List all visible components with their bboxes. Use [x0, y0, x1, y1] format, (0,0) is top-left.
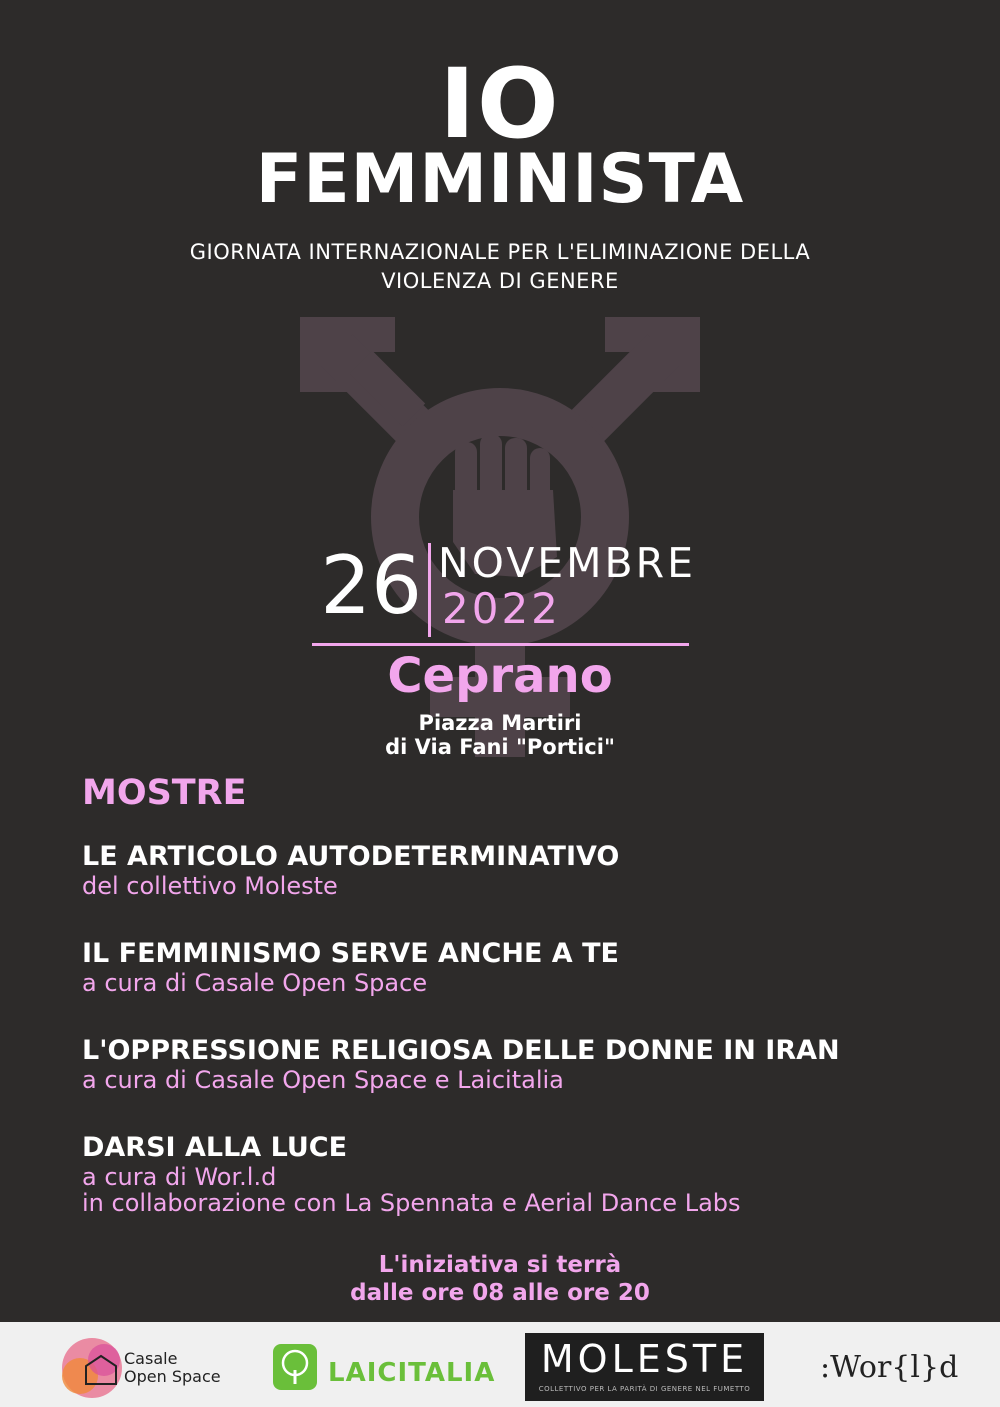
subtitle-line-1: GIORNATA INTERNAZIONALE PER L'ELIMINAZIONE DELLA [189, 240, 811, 264]
casale-open-space-logo-icon [58, 1330, 128, 1402]
address [0, 711, 1000, 759]
schedule-note-line-1: L'iniziativa si terrà [378, 1252, 622, 1278]
address-line-2: di Via Fani "Portici" [385, 735, 615, 759]
exhibition-curator: a cura di Casale Open Space [82, 969, 428, 997]
laicitalia-logo-text: LAICITALIA [328, 1358, 496, 1388]
date-divider [428, 543, 431, 637]
exhibition-item [82, 841, 962, 899]
exhibition-collaboration: in collaborazione con La Spennata e Aerial Dance Labs [82, 1189, 741, 1217]
moleste-logo [525, 1333, 764, 1401]
exhibition-title: DARSI ALLA LUCE [82, 1132, 348, 1163]
sponsor-footer [0, 1322, 1000, 1407]
exhibition-item [82, 938, 962, 996]
exhibition-curator: a cura di Wor.l.d [82, 1163, 277, 1191]
casale-logo-line-1: Casale [124, 1349, 178, 1368]
exhibition-title: LE ARTICOLO AUTODETERMINATIVO [82, 841, 620, 872]
exhibition-title: L'OPPRESSIONE RELIGIOSA DELLE DONNE IN IRAN [82, 1035, 840, 1066]
exhibition-curator: del collettivo Moleste [82, 872, 338, 900]
address-line-1: Piazza Martiri [418, 711, 582, 735]
exhibition-item [82, 1035, 962, 1093]
city-name: Ceprano [387, 648, 613, 704]
subtitle-line-2: VIOLENZA DI GENERE [381, 269, 619, 293]
schedule-note [0, 1251, 1000, 1307]
exhibition-item [82, 1132, 962, 1216]
title-femminista: FEMMINISTA [255, 140, 745, 219]
date-day: 26 [320, 539, 422, 632]
date-underline [312, 643, 689, 646]
date-month: NOVEMBRE [438, 539, 697, 587]
title-io: IO [439, 48, 561, 160]
world-logo-text: :Wor{l}d [820, 1350, 959, 1385]
section-title-mostre: MOSTRE [82, 773, 247, 813]
subtitle [0, 238, 1000, 296]
date-year: 2022 [442, 584, 561, 633]
schedule-note-line-2: dalle ore 08 alle ore 20 [350, 1280, 650, 1306]
laicitalia-tree-icon [273, 1344, 317, 1390]
casale-open-space-logo-text [124, 1350, 221, 1386]
exhibition-curator: a cura di Casale Open Space e Laicitalia [82, 1066, 564, 1094]
exhibition-title: IL FEMMINISMO SERVE ANCHE A TE [82, 938, 619, 969]
moleste-logo-tagline: COLLETTIVO PER LA PARITÀ DI GENERE NEL FUMETTO [538, 1385, 751, 1393]
moleste-logo-name: MOLESTE [540, 1337, 749, 1381]
casale-logo-line-2: Open Space [124, 1367, 221, 1386]
